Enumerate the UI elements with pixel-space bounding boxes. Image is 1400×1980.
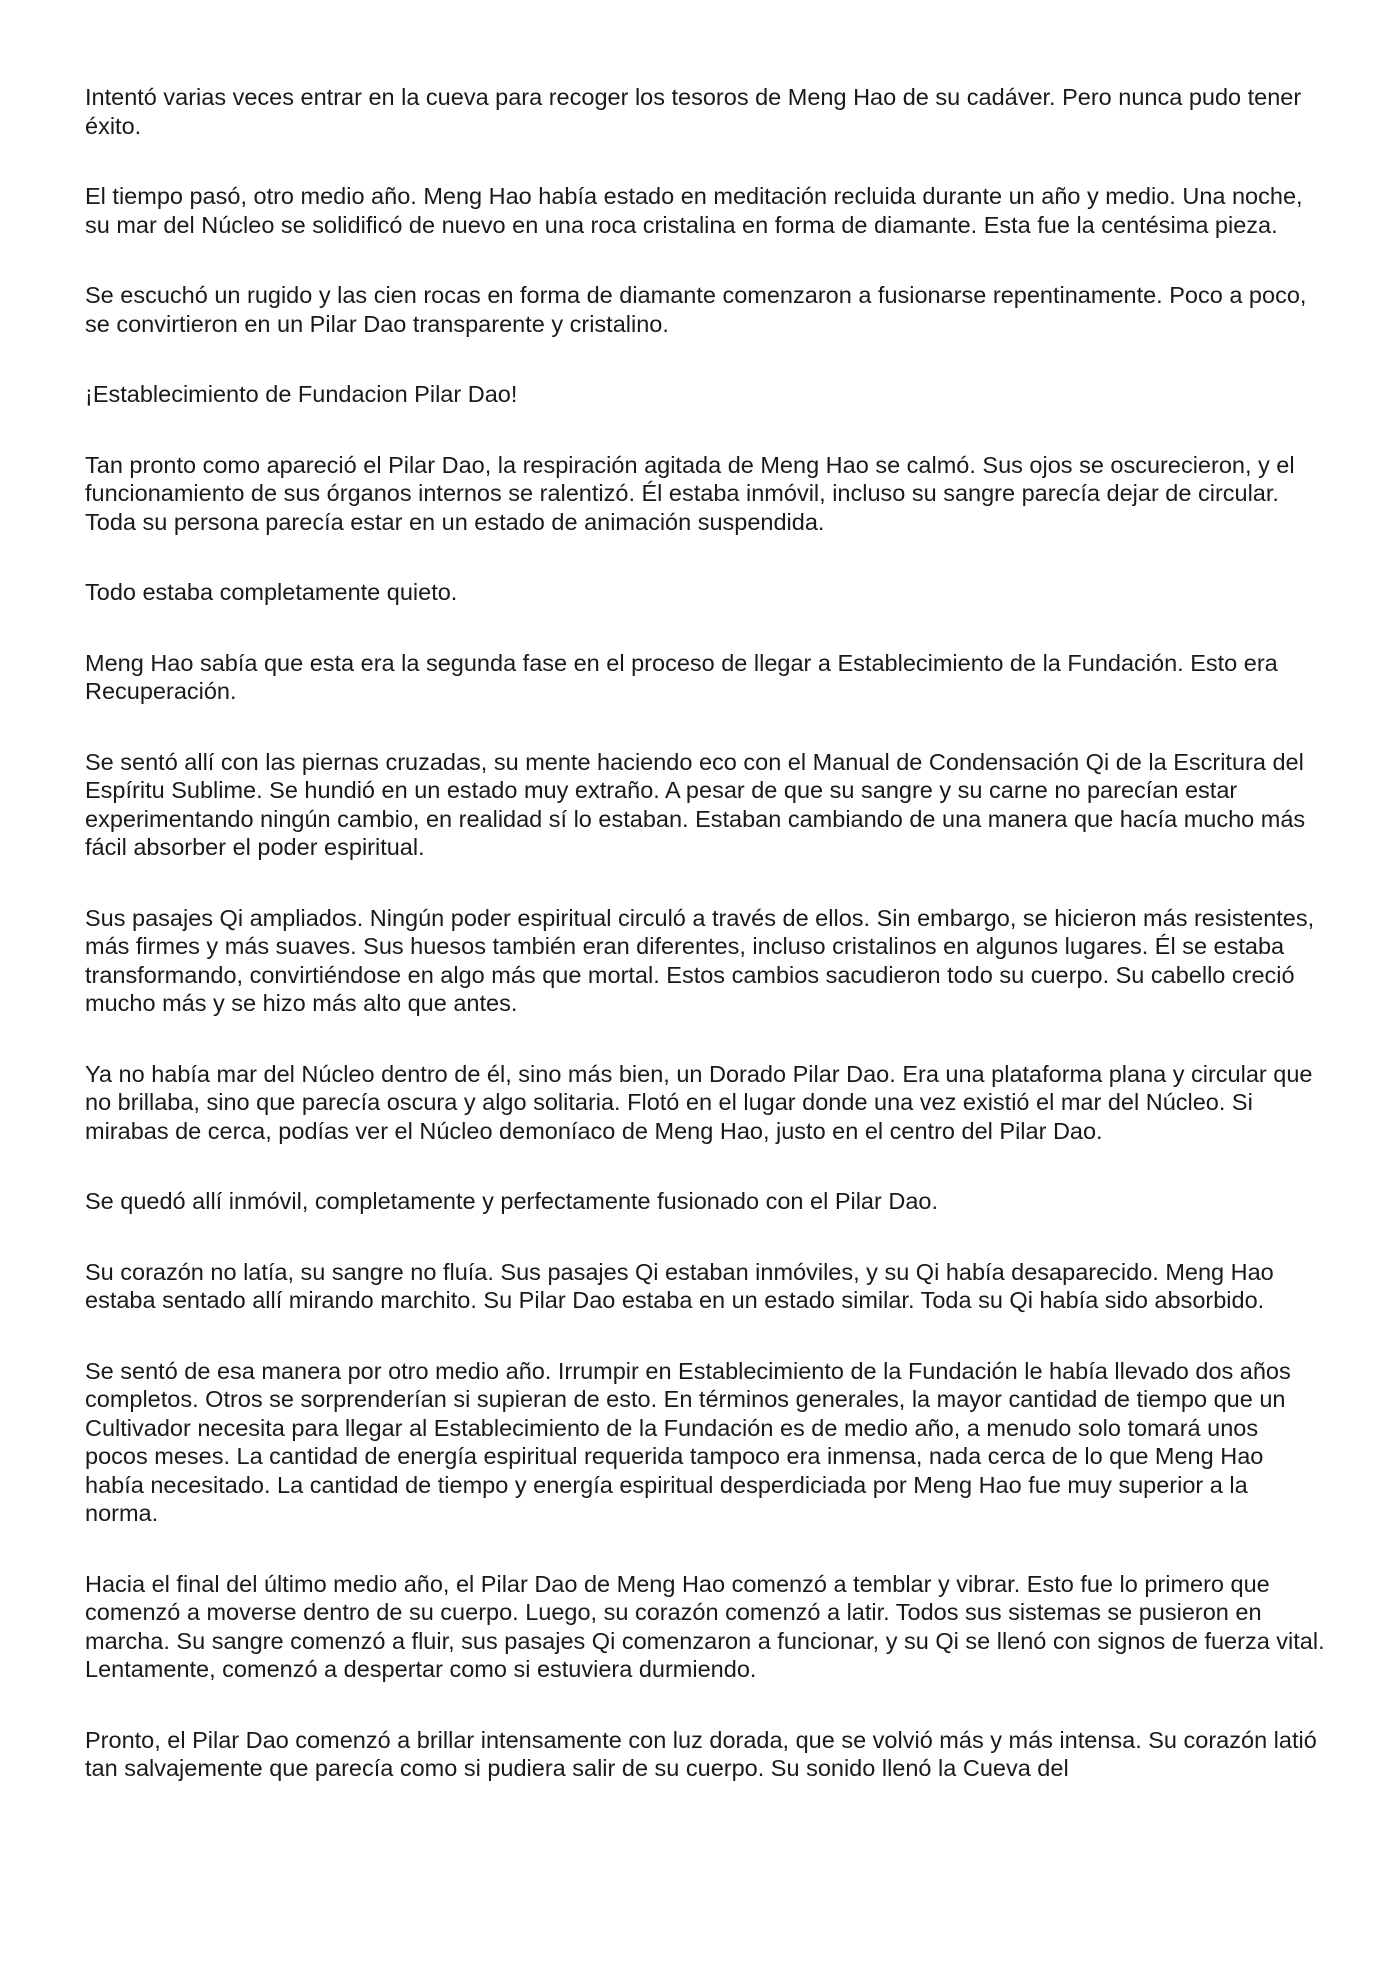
paragraph: Pronto, el Pilar Dao comenzó a brillar intensamente con luz dorada, que se volvió más y más intensa. Su corazón latió tan salvajemente que parecía como si pudiera salir de su cuerpo. Su sonido llenó la Cueva del [85,1726,1317,1781]
paragraph: Se quedó allí inmóvil, completamente y perfectamente fusionado con el Pilar Dao. [85,1188,938,1214]
paragraph: Se escuchó un rugido y las cien rocas en forma de diamante comenzaron a fusionarse repentinamente. Poco a poco, se convirtieron en un Pilar Dao transparente y cristalino. [85,282,1307,337]
paragraph: El tiempo pasó, otro medio año. Meng Hao había estado en meditación recluida durante un año y medio. Una noche, su mar del Núcleo se solidificó de nuevo en una roca cristalina en forma de diamante. Esta fue la centésima pieza. [85,183,1303,238]
paragraph: Tan pronto como apareció el Pilar Dao, la respiración agitada de Meng Hao se calmó. Sus ojos se oscurecieron, y el funcionamiento de sus órganos internos se ralentizó. Él estaba inmóvil, incluso su sangre parecía dejar de circular. Toda su persona parecía estar en un estado de animación suspendida. [85,451,1295,535]
paragraph: Sus pasajes Qi ampliados. Ningún poder espiritual circuló a través de ellos. Sin embargo, se hicieron más resistentes, más firmes y más suaves. Sus huesos también eran diferentes, incluso cristalinos en algunos lugares. Él se estaba transformando, convirtiéndose en algo más que mortal. Estos cambios sacudieron todo su cuerpo. Su cabello creció mucho más y se hizo más alto que antes. [85,904,1315,1016]
paragraph: ¡Establecimiento de Fundacion Pilar Dao! [85,381,518,407]
paragraph: Intentó varias veces entrar en la cueva para recoger los tesoros de Meng Hao de su cadáver. Pero nunca pudo tener éxito. [85,84,1302,139]
paragraph: Meng Hao sabía que esta era la segunda fase en el proceso de llegar a Establecimiento de la Fundación. Esto era Recuperación. [85,649,1278,704]
paragraph: Su corazón no latía, su sangre no fluía. Sus pasajes Qi estaban inmóviles, y su Qi había desaparecido. Meng Hao estaba sentado allí mirando marchito. Su Pilar Dao estaba en un estado similar. Toda su Qi había sido absorbido. [85,1258,1274,1313]
paragraph: Se sentó allí con las piernas cruzadas, su mente haciendo eco con el Manual de Condensación Qi de la Escritura del Espíritu Sublime. Se hundió en un estado muy extraño. A pesar de que su sangre y su carne no parecían estar experimentando ningún cambio, en realidad sí lo estaban. Estaban cambiando de una manera que hacía mucho más fácil absorber el poder espiritual. [85,748,1306,860]
paragraph: Se sentó de esa manera por otro medio año. Irrumpir en Establecimiento de la Fundación le había llevado dos años completos. Otros se sorprenderían si supieran de esto. En términos generales, la mayor cantidad de tiempo que un Cultivador necesita para llegar al Establecimiento de la Fundación es de medio año, a menudo solo tomará unos pocos meses. La cantidad de energía espiritual requerida tampoco era inmensa, nada cerca de lo que Meng Hao había necesitado. La cantidad de tiempo y energía espiritual desperdiciada por Meng Hao fue muy superior a la norma. [85,1357,1291,1526]
paragraph: Hacia el final del último medio año, el Pilar Dao de Meng Hao comenzó a temblar y vibrar. Esto fue lo primero que comenzó a moverse dentro de su cuerpo. Luego, su corazón comenzó a latir. Todos sus sistemas se pusieron en marcha. Su sangre comenzó a fluir, sus pasajes Qi comenzaron a funcionar, y su Qi se llenó con signos de fuerza vital. Lentamente, comenzó a despertar como si estuviera durmiendo. [85,1570,1325,1682]
paragraph: Todo estaba completamente quieto. [85,579,458,605]
paragraph: Ya no había mar del Núcleo dentro de él, sino más bien, un Dorado Pilar Dao. Era una plataforma plana y circular que no brillaba, sino que parecía oscura y algo solitaria. Flotó en el lugar donde una vez existió el mar del Núcleo. Si mirabas de cerca, podías ver el Núcleo demoníaco de Meng Hao, justo en el centro del Pilar Dao. [85,1060,1313,1144]
document-page [85,83,1325,1825]
